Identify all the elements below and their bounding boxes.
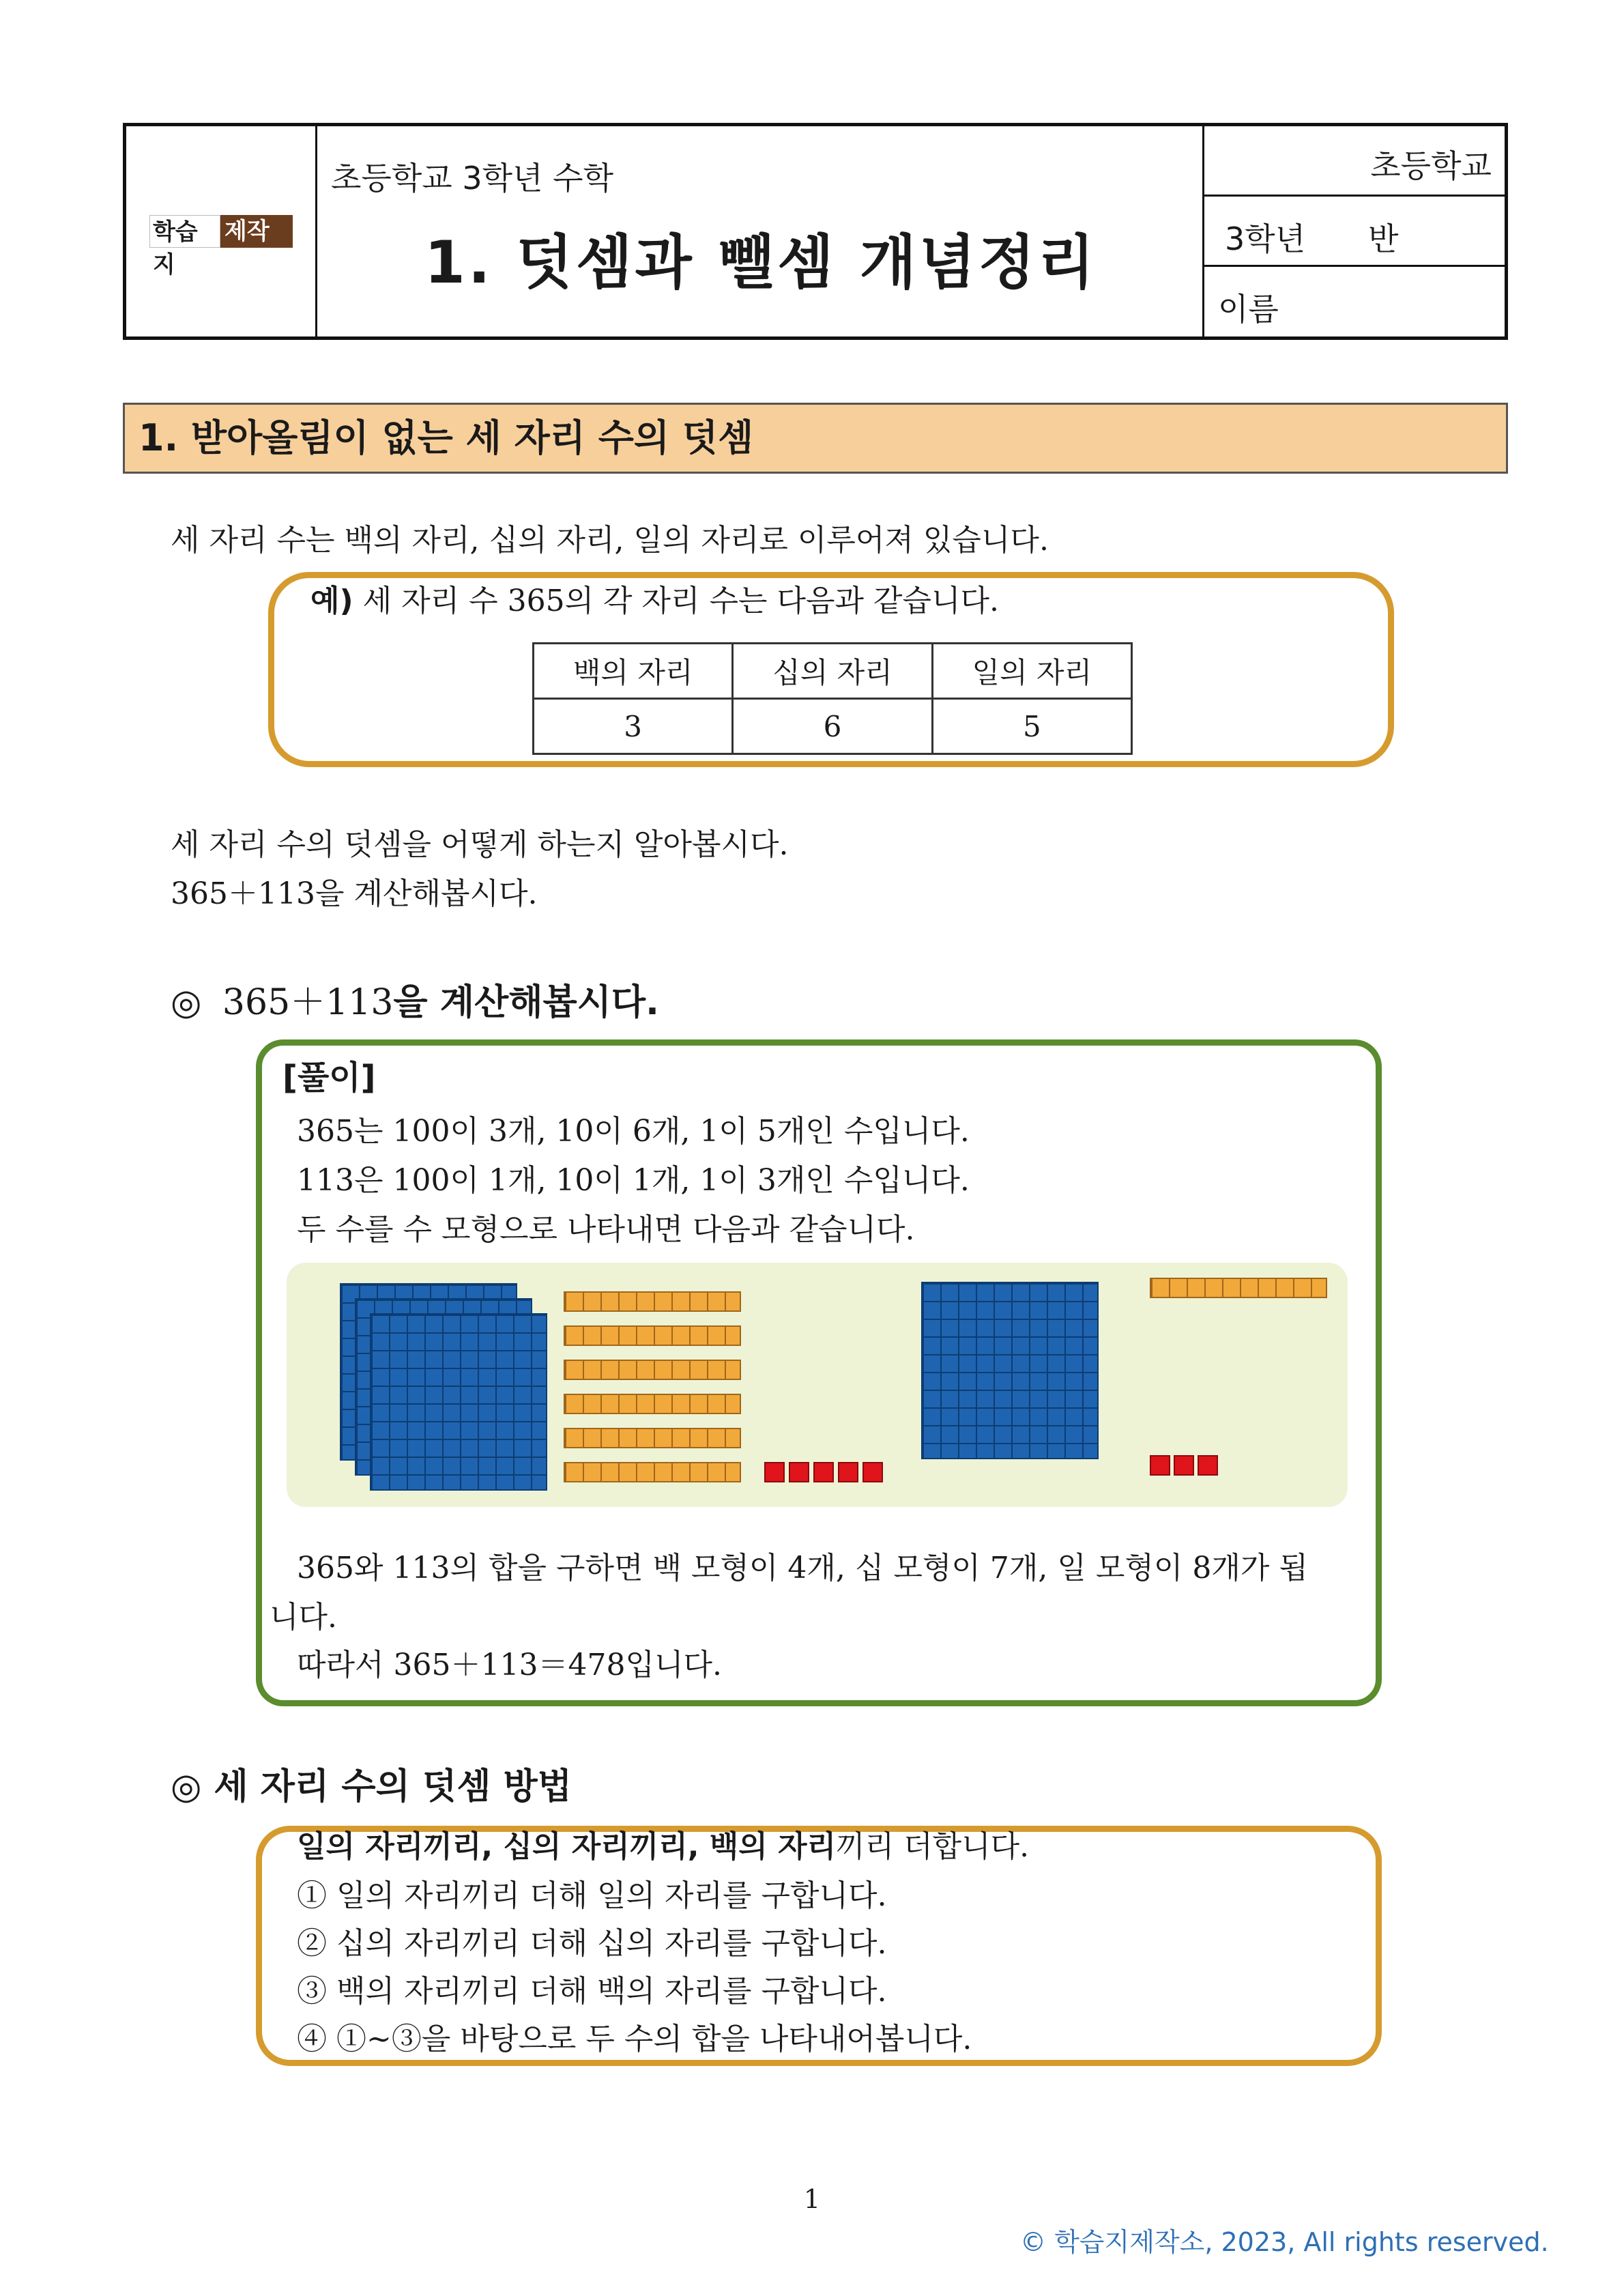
- one-block: [838, 1462, 858, 1482]
- one-block: [1198, 1455, 1218, 1476]
- example-line: [310, 577, 999, 626]
- one-block: [1174, 1455, 1194, 1476]
- solution-line: 두 수를 수 모형으로 나타내면 다음과 같습니다.: [297, 1212, 915, 1247]
- copyright-text: © 학습지제작소, 2023, All rights reserved.: [1020, 2227, 1549, 2257]
- solution-heading: [171, 978, 659, 1027]
- method-step: ② 십의 자리끼리 더해 십의 자리를 구합니다.: [297, 1926, 887, 1961]
- solution-line: 니다.: [270, 1600, 337, 1635]
- ten-block: [564, 1428, 741, 1448]
- method-step: ③ 백의 자리끼리 더해 백의 자리를 구합니다.: [297, 1974, 887, 2009]
- hundred-block: [921, 1282, 1099, 1459]
- ten-block: [564, 1360, 741, 1380]
- solution-line: 113은 100이 1개, 10이 1개, 1이 3개인 수입니다.: [297, 1163, 970, 1198]
- heading-text: 을 계산해봅시다.: [393, 982, 659, 1023]
- method-lead-rest: 끼리 더합니다.: [836, 1829, 1030, 1864]
- one-block: [813, 1462, 834, 1482]
- ten-block: [564, 1462, 741, 1482]
- ten-block: [564, 1325, 741, 1346]
- base-ten-blocks-illustration: [287, 1263, 1348, 1507]
- solution-label: [풀이]: [282, 1059, 376, 1097]
- school-field: 초등학교: [1204, 126, 1508, 197]
- solution-line: 365와 113의 합을 구하면 백 모형이 4개, 십 모형이 7개, 일 모형이 8개가 됩: [297, 1551, 1308, 1585]
- worksheet-header: [123, 123, 1508, 340]
- section-heading: 1. 받아올림이 없는 세 자리 수의 덧셈: [123, 403, 1508, 474]
- table-row: [534, 699, 1132, 754]
- intro-text: 세 자리 수는 백의 자리, 십의 자리, 일의 자리로 이루어져 있습니다.: [171, 523, 1049, 558]
- logo-text-part1: 학습지: [149, 215, 220, 248]
- method-step: ④ ①~③을 바탕으로 두 수의 합을 나타내어봅니다.: [297, 2022, 972, 2056]
- logo-cell: [126, 126, 317, 336]
- title-cell: [317, 126, 1204, 336]
- page-title: 1. 덧셈과 뺄셈 개념정리: [424, 229, 1097, 297]
- logo: [149, 215, 293, 278]
- example-text: 세 자리 수 365의 각 자리 수는 다음과 같습니다.: [353, 584, 1000, 618]
- double-circle-icon: ◎: [171, 982, 202, 1023]
- method-lead-bold: 일의 자리끼리, 십의 자리끼리, 백의 자리: [297, 1829, 837, 1864]
- grade-class-field: 3학년 반: [1204, 197, 1508, 267]
- place-value-table: [532, 642, 1133, 755]
- method-lead: [297, 1822, 1029, 1871]
- solution-line: 365는 100이 3개, 10이 6개, 1이 5개인 수입니다.: [297, 1114, 970, 1149]
- one-block: [862, 1462, 883, 1482]
- table-cell: 6: [733, 699, 932, 754]
- table-header-cell: 십의 자리: [733, 644, 932, 699]
- table-cell: 3: [534, 699, 733, 754]
- logo-text-part2: 제작소: [220, 215, 293, 248]
- ten-block: [564, 1394, 741, 1414]
- subject-label: 초등학교 3학년 수학: [331, 160, 613, 197]
- hundred-block: [370, 1313, 547, 1491]
- paragraph: 365＋113을 계산해봅시다.: [171, 876, 538, 911]
- solution-result: 따라서 365＋113＝478입니다.: [297, 1648, 722, 1682]
- table-cell: 5: [932, 699, 1131, 754]
- method-heading: ◎ 세 자리 수의 덧셈 방법: [171, 1766, 572, 1807]
- table-header-row: [534, 644, 1132, 699]
- paragraph: 세 자리 수의 덧셈을 어떻게 하는지 알아봅시다.: [171, 827, 789, 862]
- heading-expression: 365＋113: [222, 982, 394, 1023]
- ten-block: [564, 1291, 741, 1312]
- one-block: [764, 1462, 785, 1482]
- table-header-cell: 일의 자리: [932, 644, 1131, 699]
- name-field: 이름: [1218, 291, 1279, 328]
- page-number: 1: [803, 2184, 821, 2214]
- table-header-cell: 백의 자리: [534, 644, 733, 699]
- student-info-cell: [1204, 126, 1508, 336]
- example-label: 예): [310, 584, 353, 618]
- ten-block: [1150, 1278, 1327, 1298]
- method-step: ① 일의 자리끼리 더해 일의 자리를 구합니다.: [297, 1878, 887, 1913]
- one-block: [1150, 1455, 1170, 1476]
- one-block: [789, 1462, 809, 1482]
